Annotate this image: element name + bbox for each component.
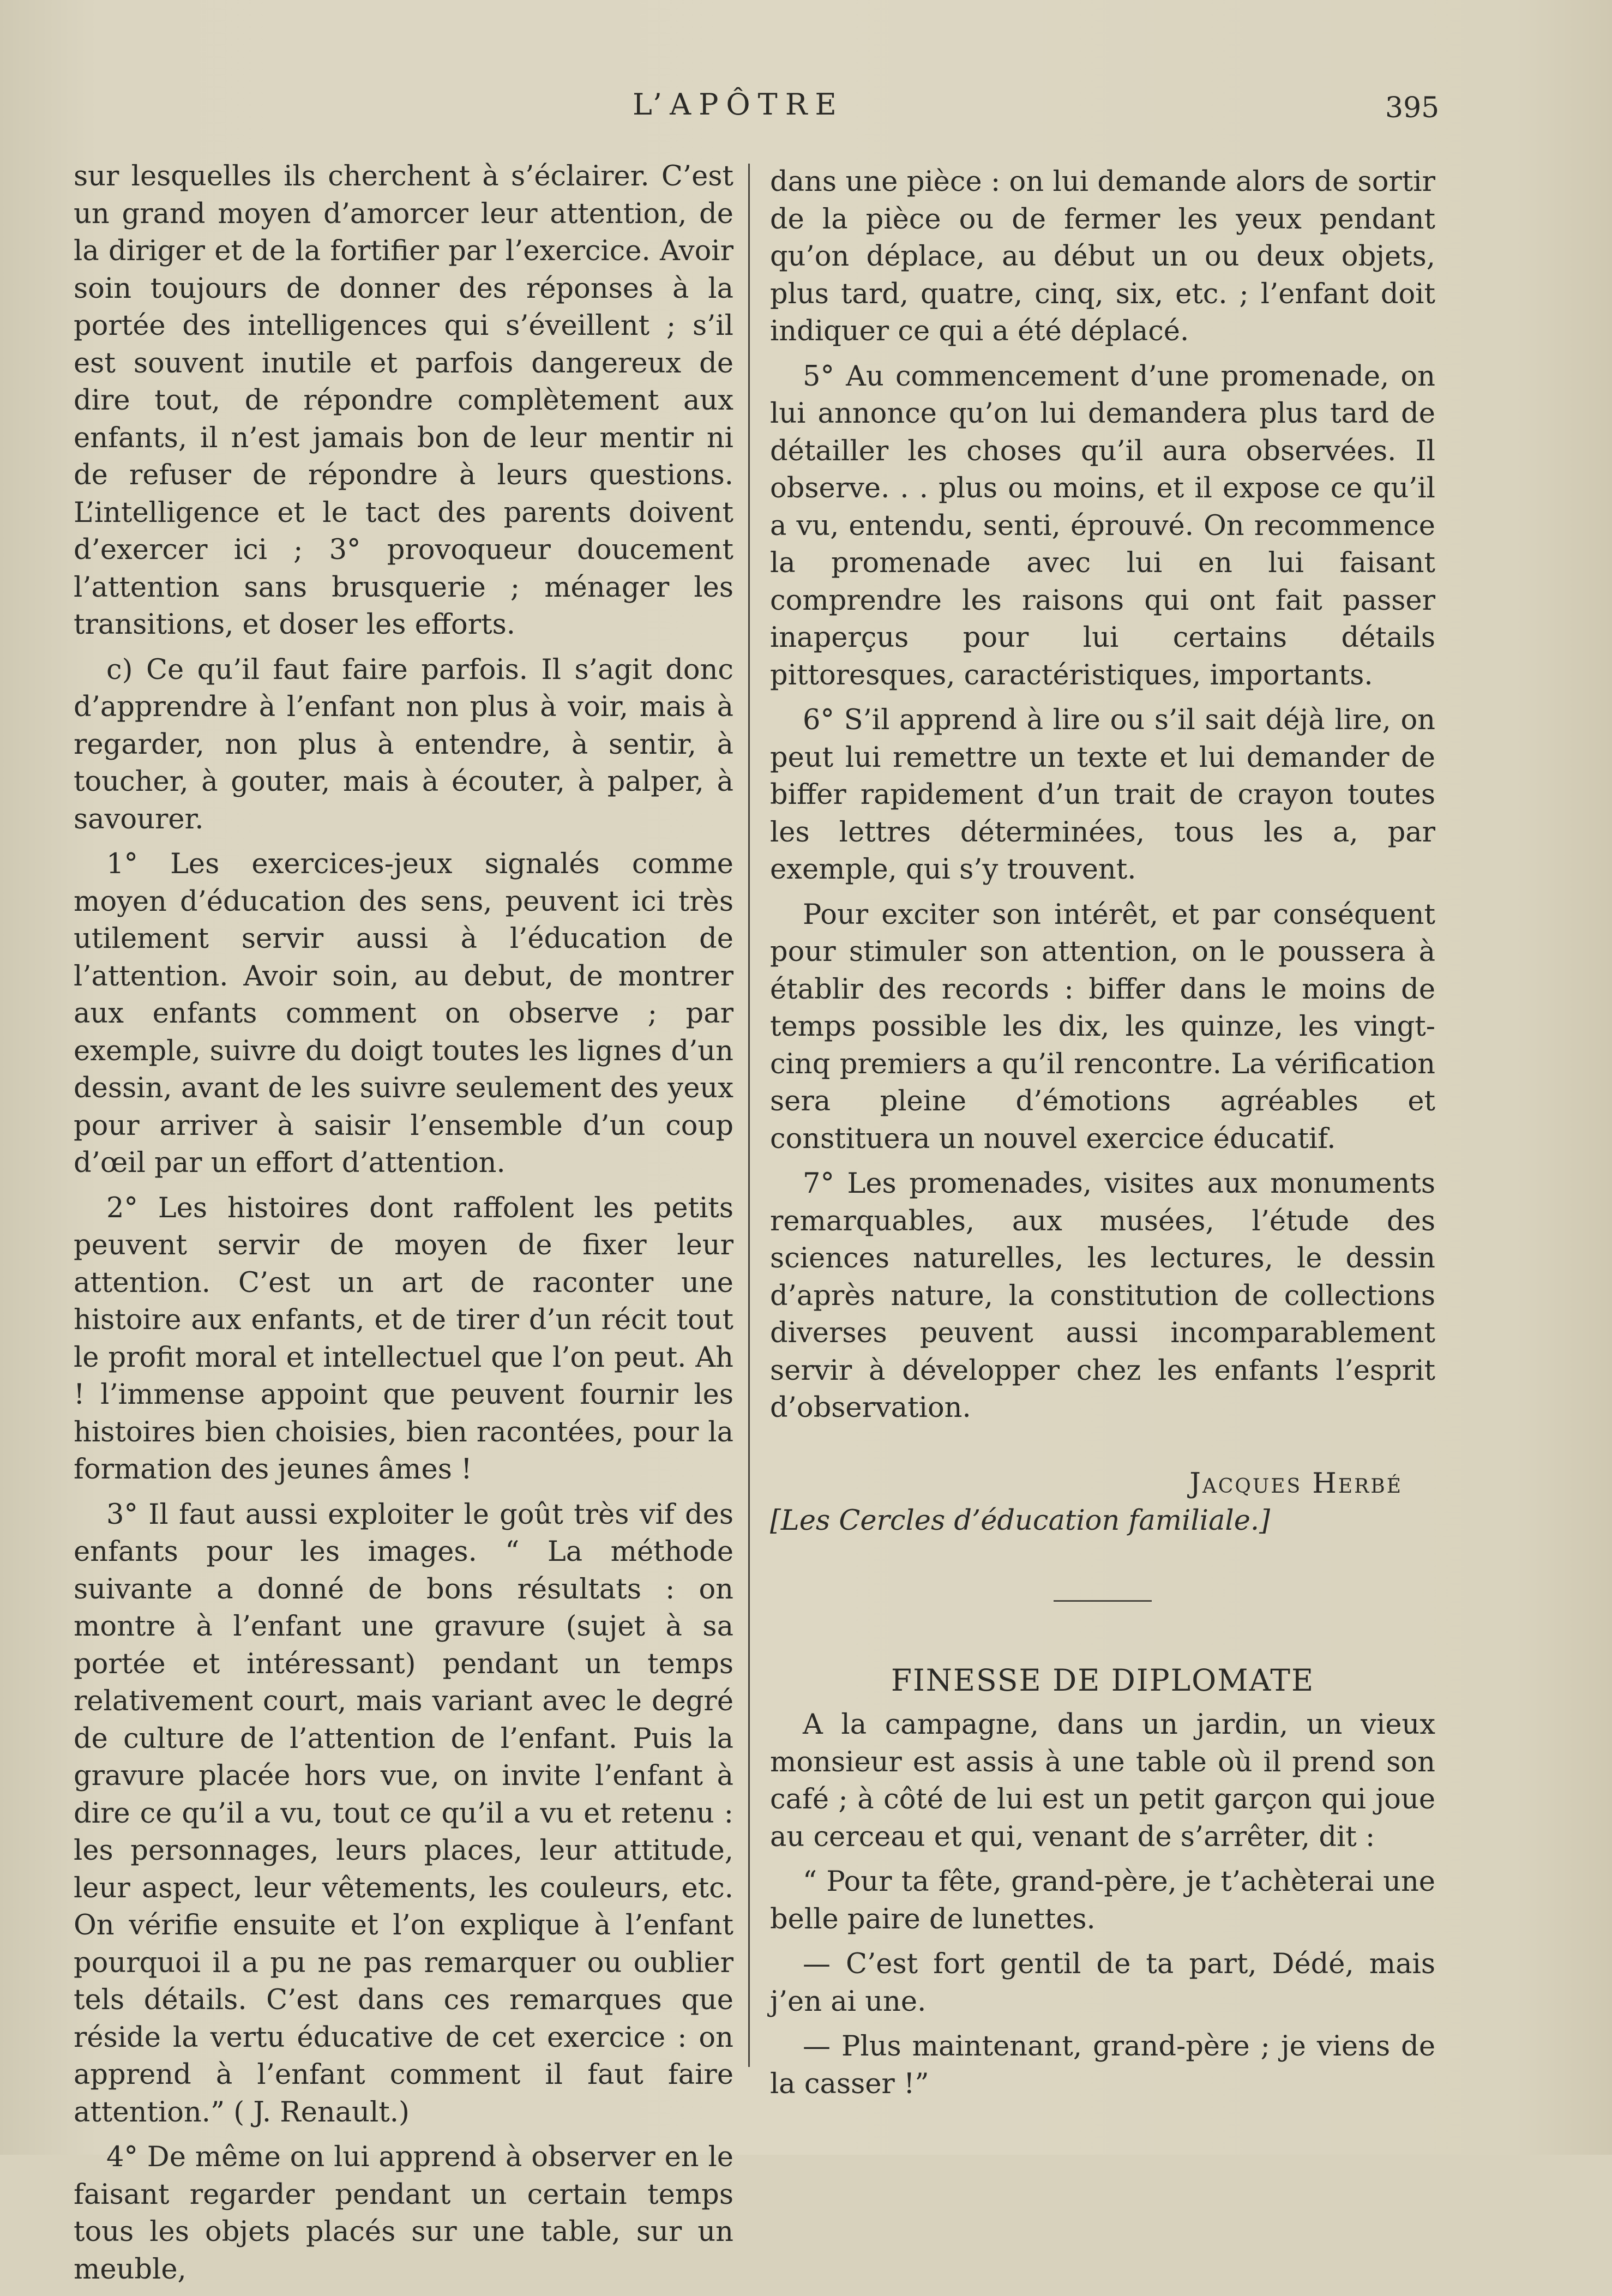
article-paragraph-4: — Plus maintenant, grand-père ; je viens de la casser !” (770, 2030, 1435, 2100)
section-separator (1054, 1600, 1152, 1602)
article-title: FINESSE DE DIPLOMATE (891, 1662, 1315, 1698)
left-paragraph-3: 1° Les exercices-jeux signalés comme moyen d’éducation des sens, peuvent ici très utilement servir aussi à l’éducation de l’attention. Avoir soin, au debut, de montrer aux enfants comment on observe ; par exemple, suivre du doigt toutes les lignes d’un dessin, avant de les suivre seulement des yeux pour arriver à saisir l’ensemble d’un coup d’œil par un effort d’attention. (74, 848, 733, 1179)
column-divider (748, 164, 750, 2067)
right-paragraph-5: 7° Les promenades, visites aux monuments remarquables, aux musées, l’étude des sciences naturelles, les lectures, le dessin d’après nature, la constitution de collections diverses peuvent aussi incomparablement servir à développer chez les enfants l’esprit d’observation. (770, 1168, 1435, 1424)
source-citation: [Les Cercles d’éducation familiale.] (770, 1505, 1271, 1537)
left-paragraph-2: c) Ce qu’il faut faire parfois. Il s’agit donc d’apprendre à l’enfant non plus à voir, mais à regarder, non plus à entendre, à sentir, à toucher, à gouter, mais à écouter, à palper, à savourer. (74, 653, 733, 836)
right-paragraph-3: 6° S’il apprend à lire ou s’il sait déjà lire, on peut lui remettre un texte et lui demander de biffer rapidement d’un trait de crayon toutes les lettres déterminées, tous les a, par exemple, qui s’y trouvent. (770, 704, 1435, 886)
article-paragraph-3: — C’est fort gentil de ta part, Dédé, mais j’en ai une. (770, 1948, 1435, 2018)
left-paragraph-1: sur lesquelles ils cherchent à s’éclairer. C’est un grand moyen d’amorcer leur attention, de la diriger et de la fortifier par l’exercice. Avoir soin toujours de donner des réponses à la portée des intelligences qui s’éveillent ; s’il est souvent inutile et parfois dangereux de dire tout, de répondre complètement aux enfants, il n’est jamais bon de leur mentir ni de refuser de répondre à leurs questions. L’intelligence et le tact des parents doivent d’exercer ici ; 3° provoqueur doucement l’attention sans brusquerie ; ménager les transitions, et doser les efforts. (74, 160, 733, 641)
left-column (74, 158, 733, 2296)
running-header-title: L’APÔTRE (633, 87, 844, 122)
left-paragraph-5: 3° Il faut aussi exploiter le goût très vif des enfants pour les images. “ La méthode suivante a donné de bons résultats : on montre à l’enfant une gravure (sujet à sa portée et intéressant) pendant un temps relativement court, mais variant avec le degré de culture de l’attention de l’enfant. Puis la gravure placée hors vue, on invite l’enfant à dire ce qu’il a vu, tout ce qu’il a vu et retenu : les personnages, leurs places, leur attitude, leur aspect, leur vêtements, les couleurs, etc. On vérifie ensuite et l’on explique à l’enfant pourquoi il a pu ne pas remarquer ou oublier tels détails. C’est dans ces remarques que réside la vertu éducative de cet exercice : on apprend à l’enfant comment il faut faire attention.” ( J. Renault.) (74, 1498, 733, 2129)
right-column (770, 164, 1435, 2111)
left-paragraph-6: 4° De même on lui apprend à observer en le faisant regarder pendant un certain temps tous les objets placés sur une table, sur un meuble, (74, 2141, 733, 2286)
article-paragraph-2: “ Pour ta fête, grand-père, je t’achèterai une belle paire de lunettes. (770, 1866, 1435, 1936)
page-number: 395 (1385, 92, 1440, 124)
article-paragraph-1: A la campagne, dans un jardin, un vieux monsieur est assis à une table où il prend son café ; à côté de lui est un petit garçon qui joue au cerceau et qui, venant de s’arrêter, dit : (770, 1709, 1435, 1853)
right-paragraph-4: Pour exciter son intérêt, et par conséquent pour stimuler son attention, on le poussera à établir des records : biffer dans le moins de temps possible les dix, les quinze, les vingt-cinq premiers a qu’il rencontre. La vérification sera pleine d’émotions agréables et constituera un nouvel exercice éducatif. (770, 898, 1435, 1155)
right-paragraph-1: dans une pièce : on lui demande alors de sortir de la pièce ou de fermer les yeux pendant qu’on déplace, au début un ou deux objets, plus tard, quatre, cinq, six, etc. ; l’enfant doit indiquer ce qui a été déplacé. (770, 166, 1435, 347)
right-paragraph-2: 5° Au commencement d’une promenade, on lui annonce qu’on lui demandera plus tard de détailler les choses qu’il aura observées. Il observe. . . plus ou moins, et il expose ce qu’il a vu, entendu, senti, éprouvé. On recommence la promenade avec lui en lui faisant comprendre les raisons qui ont fait passer inaperçus pour lui certains détails pittoresques, caractéristiques, importants. (770, 360, 1435, 692)
author-signature: Jacques Herbé (1189, 1467, 1403, 1500)
left-paragraph-4: 2° Les histoires dont raffolent les petits peuvent servir de moyen de fixer leur attention. C’est un art de raconter une histoire aux enfants, et de tirer d’un récit tout le profit moral et intellectuel que l’on peut. Ah ! l’immense appoint que peuvent fournir les histoires bien choisies, bien racontées, pour la formation des jeunes âmes ! (74, 1192, 733, 1486)
